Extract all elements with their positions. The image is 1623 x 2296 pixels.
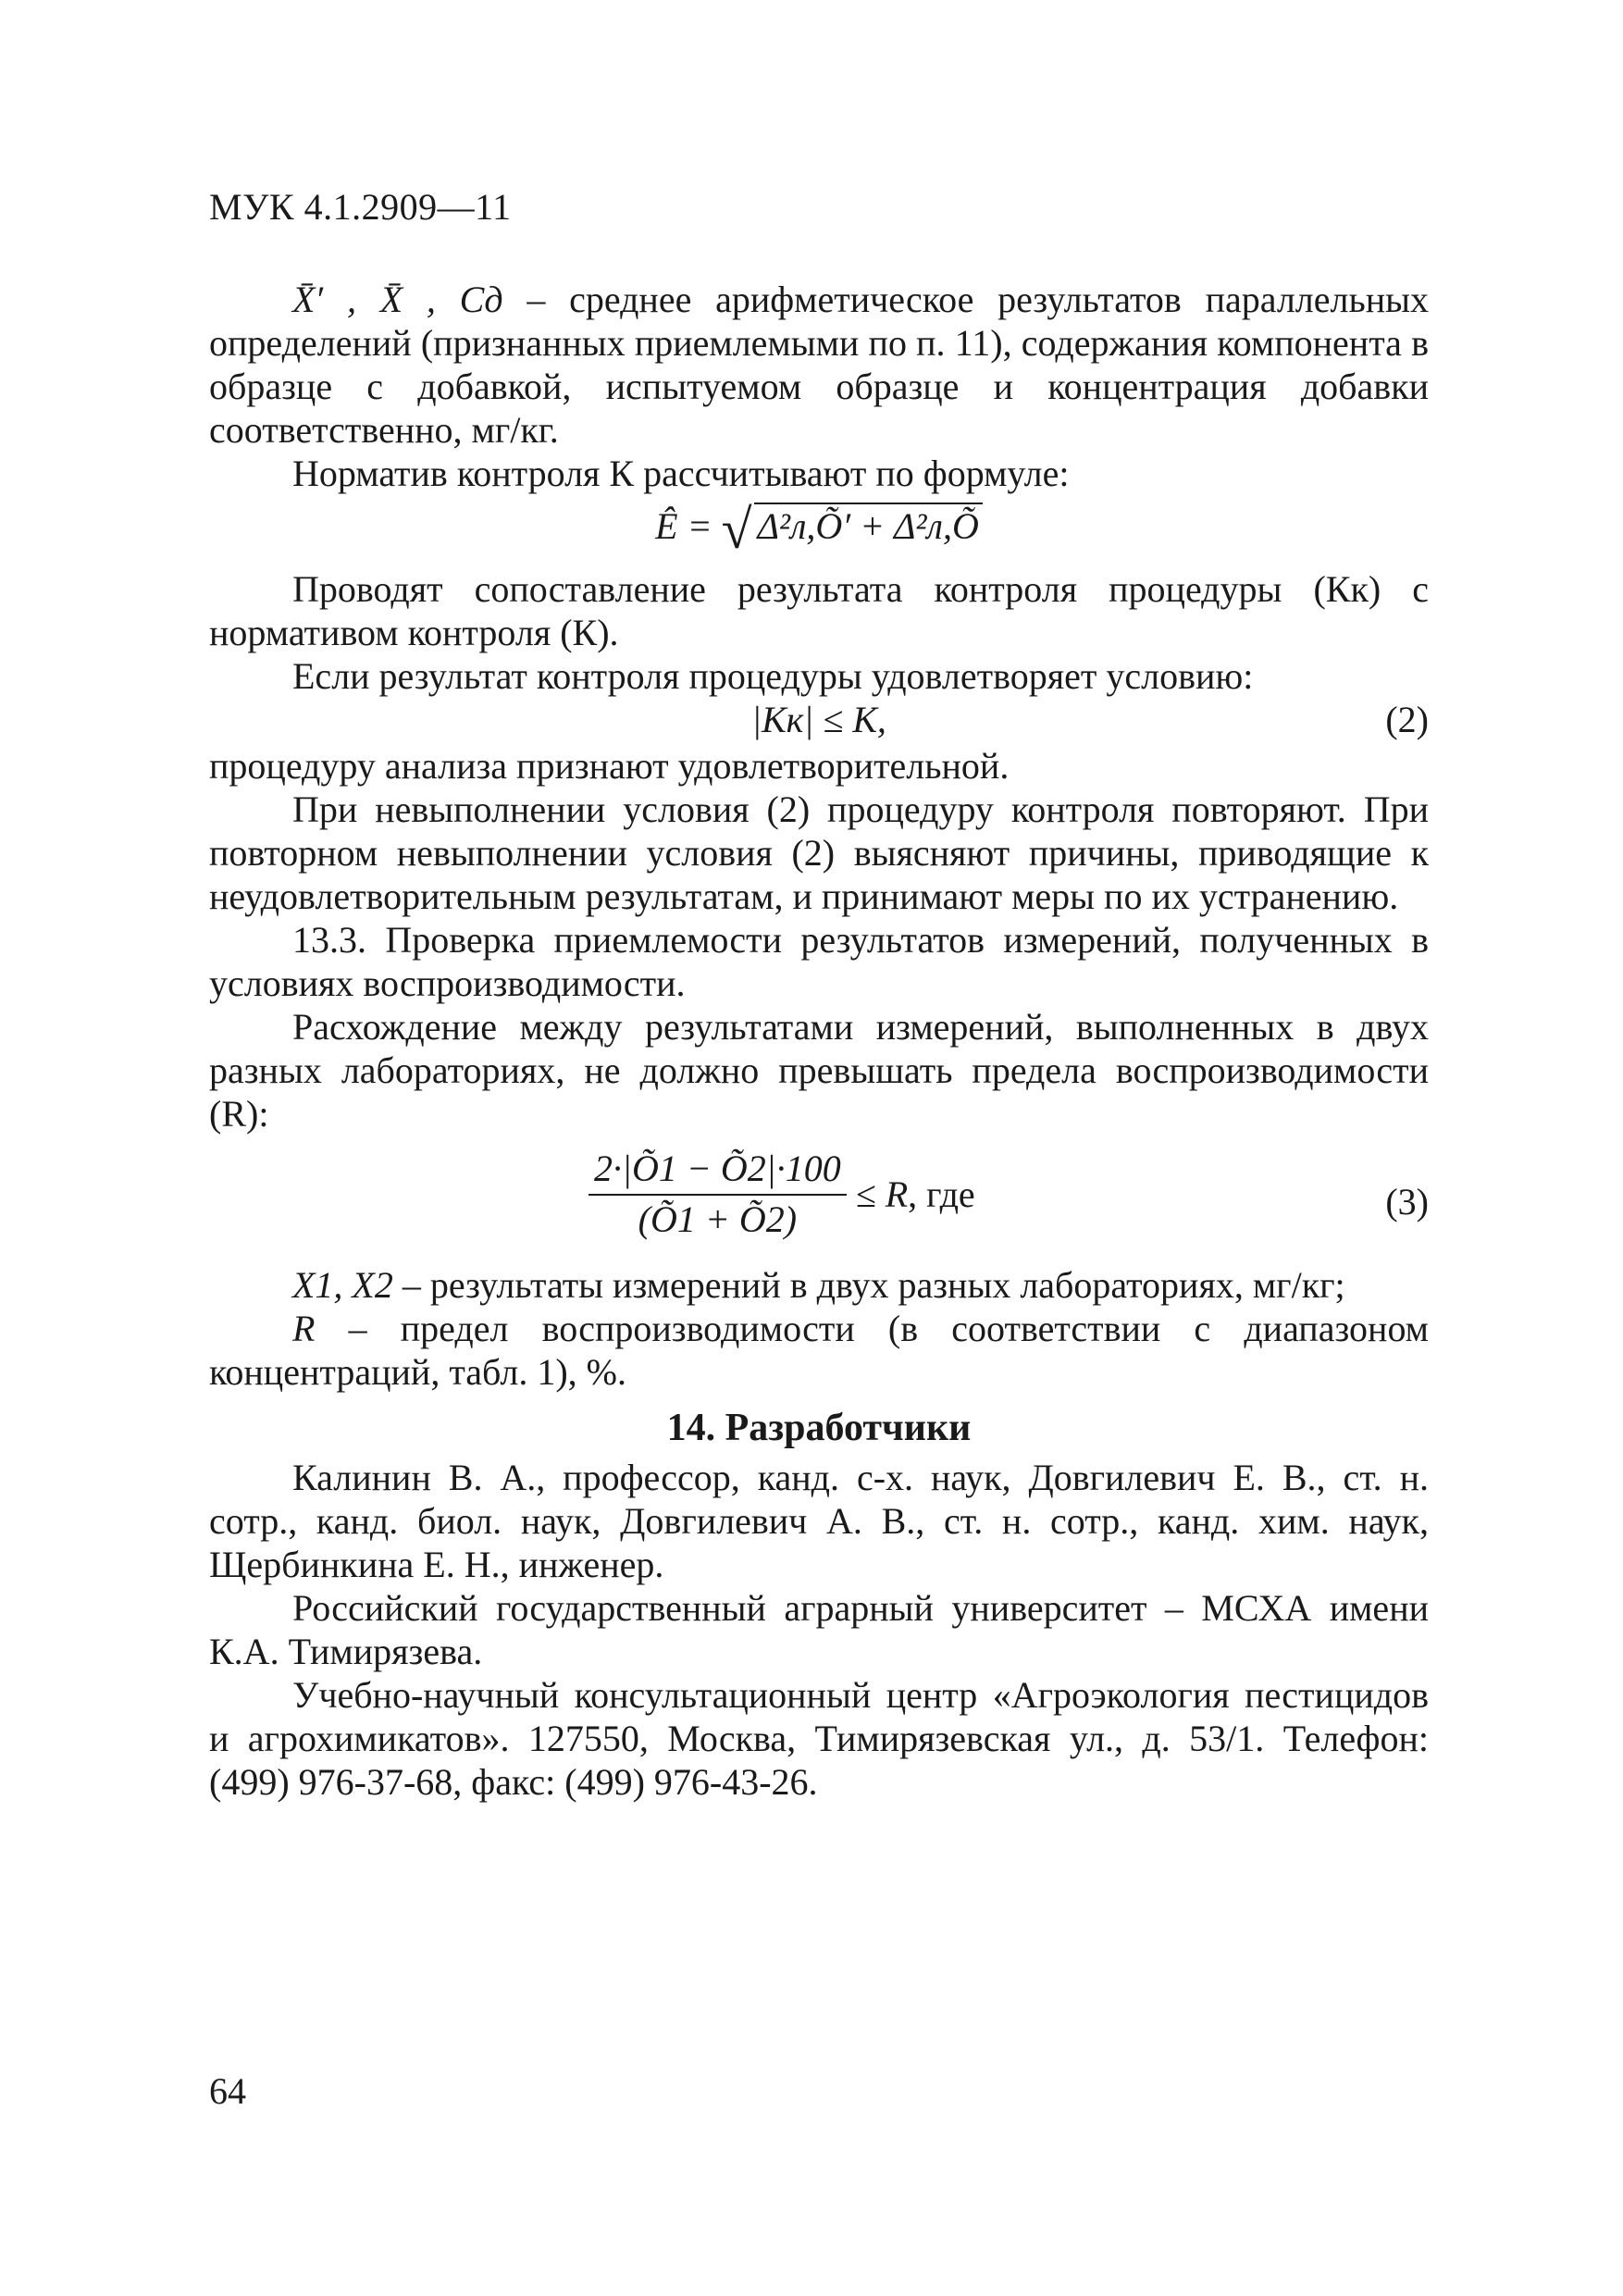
formula-norm-k <box>209 499 1429 562</box>
paragraph-repeat: При невыполнении условия (2) процедуру контроля повторяют. При повторном невыполнении условия (2) выясняют причины, приводящие к неудовлетворительным результатам, и принимают меры по их устранению. <box>209 788 1429 917</box>
formula-norm-radicand: Δ²л,Õ′ + Δ²л,Õ <box>754 503 983 548</box>
symbols-x-c: X̄′ , X̄ , Cд <box>292 279 503 320</box>
paragraph-developers-names: Калинин В. А., профессор, канд. с-х. наук, Довгилевич Е. В., ст. н. сотр., канд. биол. наук, Довгилевич А. В., ст. н. сотр., канд. хим. наук, Щербинкина Е. Н., инженер. <box>209 1457 1429 1585</box>
paragraph-x1-x2 <box>209 1263 1429 1307</box>
paragraph-norm-intro: Норматив контроля К рассчитывают по формуле: <box>292 453 1070 494</box>
paragraph-consulting-center: Учебно-научный консультационный центр «Агроэкология пестицидов и агрохимикатов». 127550, Москва, Тимирязевская ул., д. 53/1. Телефон: (499) 976-37-68, факс: (499) 976-43-26. <box>209 1674 1429 1803</box>
definitions-text: – среднее арифметическое результатов параллельных определений (признанных приемлемыми по п. 11), содержания компонента в образце с добавкой, испытуемом образце и концентрация добавки соответственно, мг/кг. <box>209 279 1430 451</box>
r-limit-text: – предел воспроизводимости (в соответствии с диапазоном концентраций, табл. 1), %. <box>209 1308 1429 1393</box>
section-heading-developers: 14. Разработчики <box>666 1407 972 1449</box>
paragraph-definitions <box>209 278 1429 452</box>
document-code-header: МУК 4.1.2909—11 <box>209 186 512 228</box>
formula-repro-where: , где <box>908 1173 975 1215</box>
formula-repro-denominator: (Õ1 + Õ2) <box>638 1198 798 1240</box>
formula-norm-lhs: Ê = <box>655 505 712 547</box>
formula-condition-number: (2) <box>1385 699 1429 740</box>
formula-condition-expression: |Кк| ≤ К, <box>751 699 886 740</box>
paragraph-university: Российский государственный аграрный университет – МСХА имени К.А. Тимирязева. <box>209 1587 1429 1672</box>
symbols-x1-x2: X1, X2 <box>292 1264 393 1306</box>
paragraph-condition-intro: Если результат контроля процедуры удовлетворяет условию: <box>292 655 1254 697</box>
sqrt-sign-icon: √ <box>721 499 752 560</box>
paragraph-r-limit <box>209 1307 1429 1394</box>
paragraph-discrepancy: Расхождение между результатами измерений, выполненных в двух разных лабораториях, не должно превышать предела воспроизводимости (R): <box>209 1006 1429 1135</box>
document-body <box>209 278 1429 1804</box>
formula-repro-numerator: 2·|Õ1 − Õ2|·100 <box>588 1147 847 1196</box>
formula-repro-number: (3) <box>1385 1181 1429 1222</box>
formula-condition <box>209 698 1429 744</box>
paragraph-satisfactory: процедуру анализа признают удовлетворительной. <box>209 745 1010 787</box>
x1-x2-text: – результаты измерений в двух разных лабораториях, мг/кг; <box>392 1264 1345 1306</box>
formula-reproducibility <box>209 1147 1429 1258</box>
formula-repro-rhs: ≤ R <box>855 1173 909 1215</box>
page-number: 64 <box>209 2070 246 2112</box>
paragraph-13-3: 13.3. Проверка приемлемости результатов измерений, полученных в условиях воспроизводимости. <box>209 919 1429 1004</box>
paragraph-comparison: Проводят сопоставление результата контроля процедуры (Кк) с нормативом контроля (К). <box>209 568 1429 653</box>
symbol-r: R <box>292 1308 316 1349</box>
